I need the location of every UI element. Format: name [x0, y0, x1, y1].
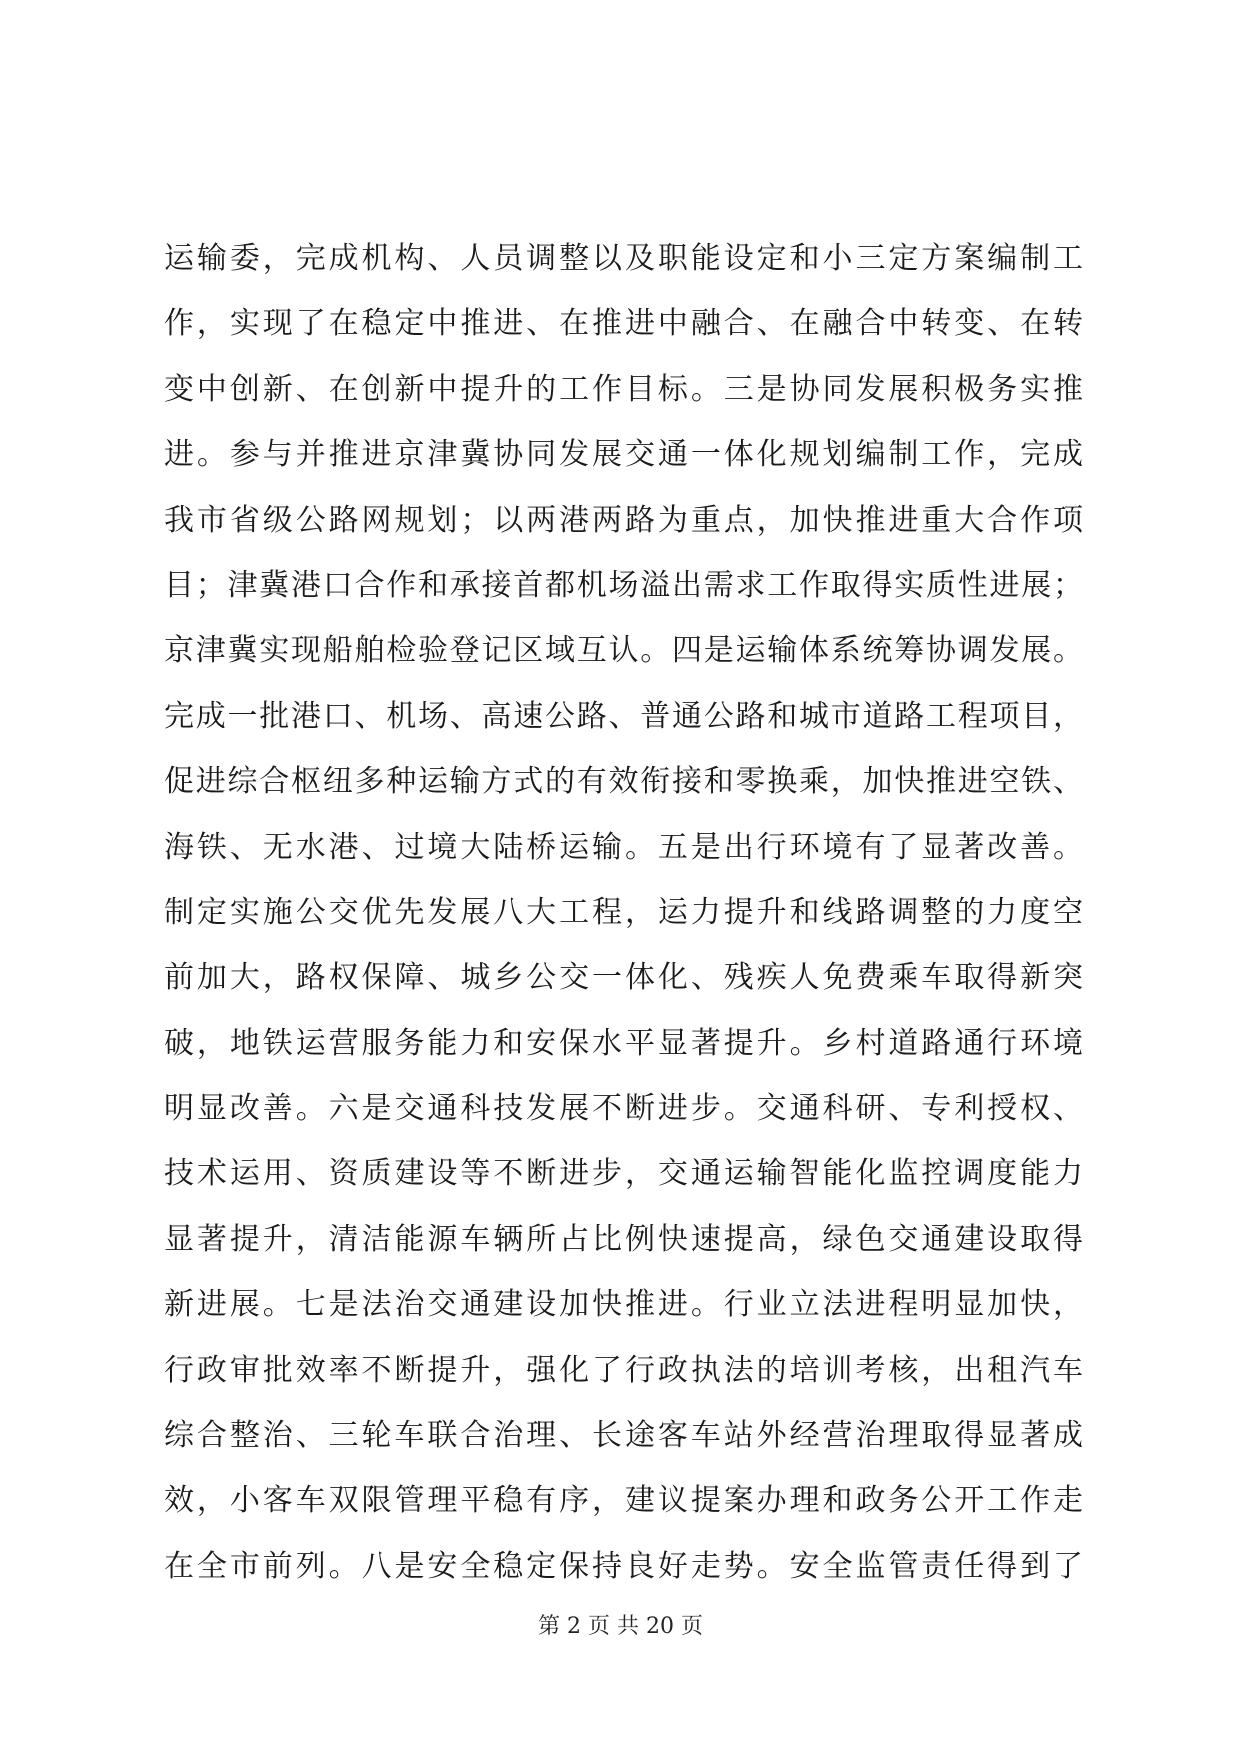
text-line: 我市省级公路网规划；以两港两路为重点，加快推进重大合作项: [164, 502, 1084, 538]
text-line: 运输委，完成机构、人员调整以及职能设定和小三定方案编制工: [164, 241, 1084, 276]
text-line: 新进展。七是法治交通建设加快推进。行业立法进程明显加快，: [164, 1287, 1084, 1323]
text-line: 明显改善。六是交通科技发展不断进步。交通科研、专利授权、: [164, 1091, 1084, 1127]
body-text: [164, 226, 1084, 1599]
text-line: 促进综合枢纽多种运输方式的有效衔接和零换乘，加快推进空铁、: [164, 764, 1084, 800]
text-line: 综合整治、三轮车联合治理、长途客车站外经营治理取得显著成: [164, 1418, 1084, 1454]
text-line: 前加大，路权保障、城乡公交一体化、残疾人免费乘车取得新突: [164, 960, 1084, 996]
text-line: 制定实施公交优先发展八大工程，运力提升和线路调整的力度空: [164, 894, 1084, 930]
text-line: 变中创新、在创新中提升的工作目标。三是协同发展积极务实推: [164, 371, 1084, 407]
text-line: 京津冀实现船舶检验登记区域互认。四是运输体系统筹协调发展。: [164, 633, 1084, 669]
text-line: 效，小客车双限管理平稳有序，建议提案办理和政务公开工作走: [164, 1483, 1084, 1519]
text-line: 行政审批效率不断提升，强化了行政执法的培训考核，出租汽车: [164, 1352, 1084, 1388]
text-line: 作，实现了在稳定中推进、在推进中融合、在融合中转变、在转: [164, 306, 1084, 342]
text-line: 进。参与并推进京津冀协同发展交通一体化规划编制工作，完成: [164, 437, 1084, 473]
text-line: 显著提升，清洁能源车辆所占比例快速提高，绿色交通建设取得: [164, 1221, 1084, 1257]
text-line: 海铁、无水港、过境大陆桥运输。五是出行环境有了显著改善。: [164, 829, 1084, 865]
text-line: 技术运用、资质建设等不断进步，交通运输智能化监控调度能力: [164, 1156, 1084, 1192]
text-line: 在全市前列。八是安全稳定保持良好走势。安全监管责任得到了: [164, 1548, 1084, 1584]
page-footer: 第 2 页 共 20 页: [538, 1614, 703, 1639]
text-line: 破，地铁运营服务能力和安保水平显著提升。乡村道路通行环境: [164, 1025, 1084, 1061]
text-line: 完成一批港口、机场、高速公路、普通公路和城市道路工程项目，: [164, 698, 1084, 734]
text-line: 目；津冀港口合作和承接首都机场溢出需求工作取得实质性进展；: [164, 567, 1084, 603]
